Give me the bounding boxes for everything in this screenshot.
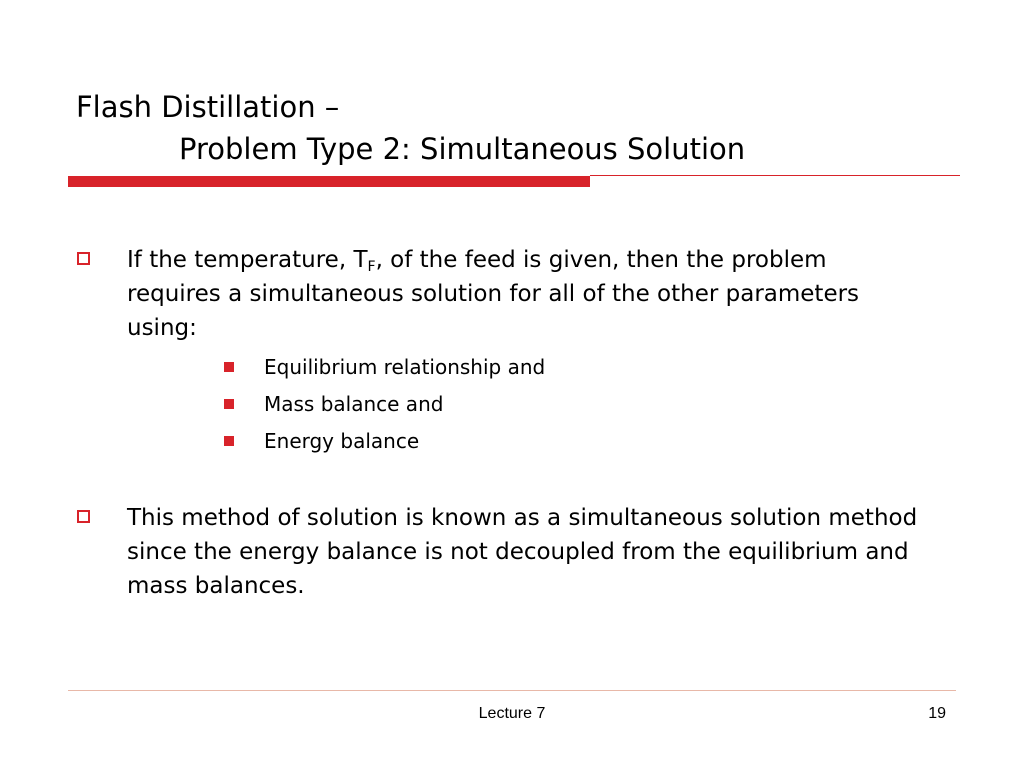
hollow-square-bullet-icon [77, 510, 90, 523]
hollow-square-bullet-icon [77, 252, 90, 265]
sub-bullet-mass-balance [0, 386, 1024, 423]
bullet-2-text [0, 501, 927, 603]
filled-square-bullet-icon [224, 436, 234, 446]
slide-title-line2: Problem Type 2: Simultaneous Solution [179, 132, 746, 166]
title-underline-thick [68, 176, 590, 187]
title-underline-thin [590, 175, 960, 176]
filled-square-bullet-icon [224, 399, 234, 409]
sub-bullet-label: Mass balance and [264, 392, 444, 416]
slide-title-line1: Flash Distillation – [76, 90, 340, 124]
footer-lecture-label: Lecture 7 [478, 705, 546, 722]
bullet-1-sub-list [0, 349, 1024, 460]
footer-divider [68, 690, 956, 691]
filled-square-bullet-icon [224, 362, 234, 372]
bullet-1 [0, 243, 1024, 460]
bullet-2 [0, 501, 1024, 603]
sub-bullet-label: Energy balance [264, 429, 420, 453]
sub-bullet-equilibrium [0, 349, 1024, 386]
slide-title [76, 86, 745, 170]
bullet-2-text-content: This method of solution is known as a simultaneous solution method since the energy balance is not decoupled from the equilibrium and mass balances. [127, 505, 918, 599]
page-number: 19 [928, 705, 946, 722]
sub-bullet-energy-balance [0, 423, 1024, 460]
bullet-1-text-before-sub: If the temperature, T [127, 247, 368, 273]
temperature-subscript: F [367, 259, 376, 275]
bullet-1-text-after-sub: , of the feed is given, then the problem requires a simultaneous solution for all of the other parameters using: [127, 247, 860, 341]
bullet-1-text [0, 243, 927, 345]
sub-bullet-label: Equilibrium relationship and [264, 355, 546, 379]
